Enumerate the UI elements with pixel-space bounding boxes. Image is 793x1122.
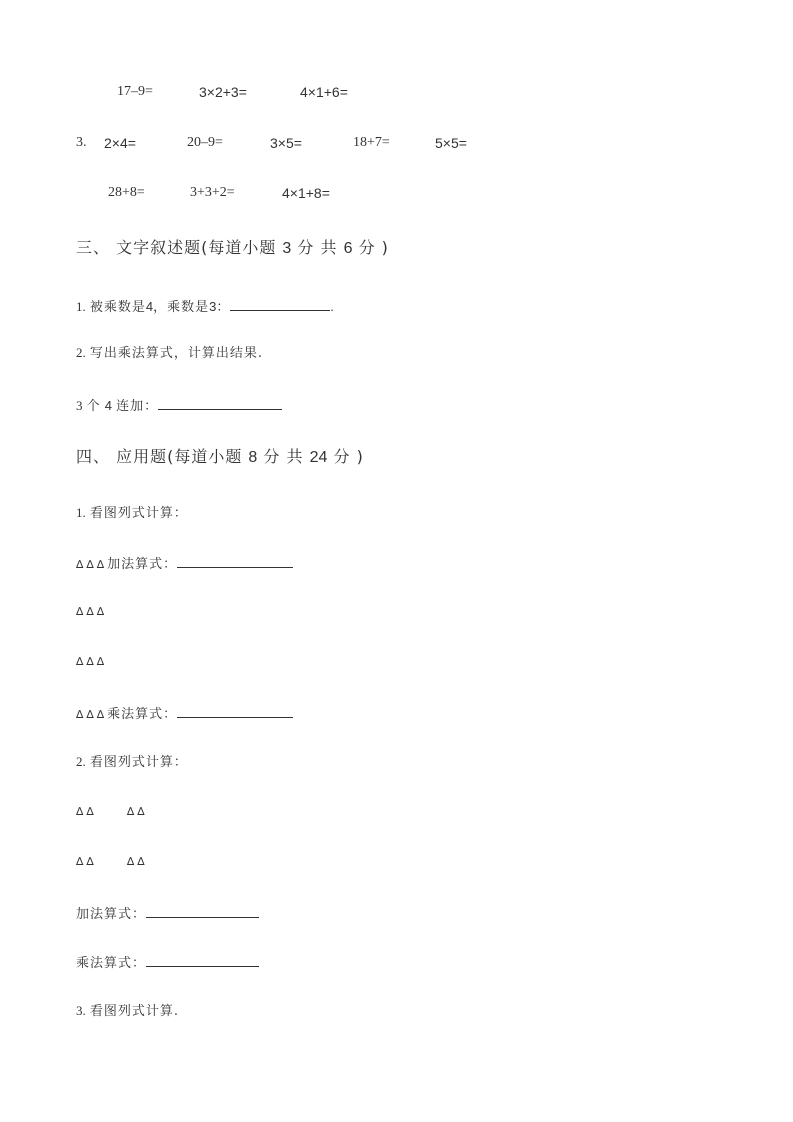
s4-q1-row-1 [76, 553, 293, 574]
triangle-row-icon: ∆∆∆ [76, 605, 108, 618]
s3-q2-addend: 4 [104, 398, 113, 413]
expr-3-5: 5×5= [435, 135, 467, 151]
triangle-row-icon: ∆∆∆ [76, 655, 108, 668]
s4-q1-row-2 [76, 603, 107, 621]
s3-q1-sep: ，乘数是 [153, 300, 210, 315]
s3-q1-end: . [330, 299, 334, 314]
s3-q1-answer-blank[interactable] [230, 296, 330, 311]
expr-a2: 3×2+3= [199, 84, 247, 100]
s3-q1-number: 1. [76, 299, 86, 314]
section-3-heading-pre: 三、 文字叙述题(每道小题 [76, 238, 283, 257]
s4-q2-row-1 [76, 803, 148, 821]
s4-q1-number: 1. [76, 505, 86, 520]
triangle-row-icon: ∆∆∆ [76, 558, 108, 571]
question-number-3: 3. [76, 135, 87, 150]
s3-q2-count: 3 [76, 398, 83, 413]
s3-q1-multiplicand: 4 [145, 299, 154, 314]
s4-q2-add-blank[interactable] [146, 903, 259, 918]
section-3-points: 3 [282, 240, 292, 257]
s4-q2-text: 看图列式计算： [89, 755, 188, 770]
section-4-points: 8 [248, 449, 258, 466]
s4-q2-add-line [76, 903, 259, 924]
section-3-question-1 [76, 296, 334, 317]
section-4-question-1 [76, 504, 188, 523]
s3-q1-text: 被乘数是 [89, 300, 146, 315]
expr-b3: 4×1+8= [282, 185, 330, 201]
section-4-heading-pre: 四、 应用题(每道小题 [76, 447, 249, 466]
s3-q2-line [76, 395, 282, 416]
section-3-heading-post: 分 ) [352, 238, 389, 257]
section-4-question-2 [76, 753, 188, 772]
s4-q2-add-label: 加法算式： [76, 907, 147, 922]
s4-q3-text: 看图列式计算. [89, 1004, 180, 1019]
s4-q3-number: 3. [76, 1003, 86, 1018]
s4-q2-mul-label: 乘法算式： [76, 956, 147, 971]
s3-q2-measure: 个 [86, 399, 101, 414]
section-4-heading-mid: 分 共 [257, 447, 310, 466]
s3-q2-answer-blank[interactable] [158, 395, 282, 410]
s3-q2-text: 写出乘法算式，计算出结果. [89, 346, 264, 361]
section-3-heading-mid: 分 共 [291, 238, 344, 257]
s3-q2-number: 2. [76, 345, 86, 360]
s4-q1-add-blank[interactable] [177, 553, 293, 568]
s4-q2-mul-blank[interactable] [146, 952, 259, 967]
expr-a1: 17–9= [117, 84, 153, 99]
s4-q2-number: 2. [76, 754, 86, 769]
s4-q2-mul-line [76, 952, 259, 973]
section-4-question-3 [76, 1002, 179, 1021]
s4-q2-row-2 [76, 853, 148, 871]
expr-b1: 28+8= [108, 185, 145, 200]
expr-a3: 4×1+6= [300, 84, 348, 100]
expr-3-4: 18+7= [353, 135, 390, 150]
section-4-heading-post: 分 ) [327, 447, 364, 466]
triangle-pair-icon: ∆∆ [76, 855, 97, 868]
expr-3-1: 2×4= [104, 135, 136, 151]
triangle-pair-icon: ∆∆ [76, 805, 97, 818]
expr-b2: 3+3+2= [190, 185, 235, 200]
s4-q1-add-label: 加法算式： [107, 557, 178, 572]
s4-q1-row-3 [76, 653, 107, 671]
s3-q1-colon: ： [216, 300, 231, 315]
s4-q1-row-4 [76, 703, 293, 724]
section-3-heading [76, 239, 389, 258]
expr-3-2: 20–9= [187, 135, 223, 150]
section-3-question-2 [76, 344, 263, 363]
section-4-heading [76, 448, 364, 467]
s3-q2-label: 连加： [116, 399, 159, 414]
s4-q1-text: 看图列式计算： [89, 506, 188, 521]
s3-q1-multiplier: 3 [209, 299, 217, 314]
section-3-total: 6 [343, 240, 353, 257]
s4-q1-mul-blank[interactable] [177, 703, 293, 718]
triangle-row-icon: ∆∆∆ [76, 708, 108, 721]
triangle-pair-icon: ∆∆ [126, 805, 148, 818]
expr-3-3: 3×5= [270, 135, 302, 151]
s4-q1-mul-label: 乘法算式： [107, 707, 178, 722]
section-4-total: 24 [309, 449, 328, 466]
triangle-pair-icon: ∆∆ [126, 855, 148, 868]
